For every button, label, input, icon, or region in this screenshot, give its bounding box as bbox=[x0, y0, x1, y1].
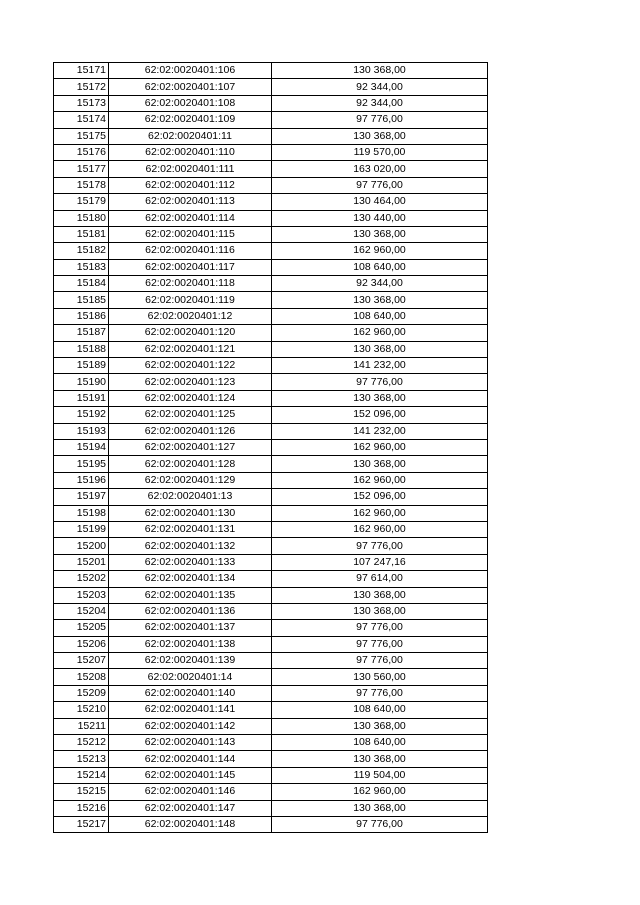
row-number-cell: 15173 bbox=[54, 95, 109, 111]
value-cell: 108 640,00 bbox=[272, 259, 488, 275]
row-number-cell: 15211 bbox=[54, 718, 109, 734]
cadastral-number-cell: 62:02:0020401:125 bbox=[109, 407, 272, 423]
value-cell: 162 960,00 bbox=[272, 472, 488, 488]
value-cell: 130 464,00 bbox=[272, 194, 488, 210]
cadastral-number-cell: 62:02:0020401:106 bbox=[109, 63, 272, 79]
row-number-cell: 15210 bbox=[54, 702, 109, 718]
row-number-cell: 15200 bbox=[54, 538, 109, 554]
cadastral-number-cell: 62:02:0020401:122 bbox=[109, 358, 272, 374]
value-cell: 130 368,00 bbox=[272, 718, 488, 734]
value-cell: 130 368,00 bbox=[272, 751, 488, 767]
value-cell: 162 960,00 bbox=[272, 439, 488, 455]
cadastral-number-cell: 62:02:0020401:148 bbox=[109, 816, 272, 832]
table-row bbox=[54, 653, 488, 669]
row-number-cell: 15207 bbox=[54, 653, 109, 669]
cadastral-number-cell: 62:02:0020401:147 bbox=[109, 800, 272, 816]
cadastral-number-cell: 62:02:0020401:115 bbox=[109, 226, 272, 242]
value-cell: 97 776,00 bbox=[272, 538, 488, 554]
row-number-cell: 15171 bbox=[54, 63, 109, 79]
table-row bbox=[54, 226, 488, 242]
value-cell: 108 640,00 bbox=[272, 735, 488, 751]
value-cell: 92 344,00 bbox=[272, 79, 488, 95]
row-number-cell: 15199 bbox=[54, 521, 109, 537]
value-cell: 97 776,00 bbox=[272, 112, 488, 128]
row-number-cell: 15176 bbox=[54, 144, 109, 160]
cadastral-number-cell: 62:02:0020401:135 bbox=[109, 587, 272, 603]
value-cell: 130 368,00 bbox=[272, 390, 488, 406]
value-cell: 162 960,00 bbox=[272, 784, 488, 800]
value-cell: 92 344,00 bbox=[272, 276, 488, 292]
table-row bbox=[54, 95, 488, 111]
cadastral-number-cell: 62:02:0020401:124 bbox=[109, 390, 272, 406]
row-number-cell: 15178 bbox=[54, 177, 109, 193]
value-cell: 130 368,00 bbox=[272, 603, 488, 619]
table-row bbox=[54, 767, 488, 783]
table-row bbox=[54, 685, 488, 701]
cadastral-number-cell: 62:02:0020401:132 bbox=[109, 538, 272, 554]
table-row bbox=[54, 259, 488, 275]
value-cell: 92 344,00 bbox=[272, 95, 488, 111]
cadastral-number-cell: 62:02:0020401:112 bbox=[109, 177, 272, 193]
cadastral-value-table bbox=[53, 62, 488, 833]
value-cell: 130 440,00 bbox=[272, 210, 488, 226]
value-cell: 130 368,00 bbox=[272, 226, 488, 242]
table-row bbox=[54, 620, 488, 636]
cadastral-number-cell: 62:02:0020401:107 bbox=[109, 79, 272, 95]
cadastral-number-cell: 62:02:0020401:139 bbox=[109, 653, 272, 669]
cadastral-number-cell: 62:02:0020401:118 bbox=[109, 276, 272, 292]
cadastral-number-cell: 62:02:0020401:11 bbox=[109, 128, 272, 144]
value-cell: 162 960,00 bbox=[272, 325, 488, 341]
row-number-cell: 15213 bbox=[54, 751, 109, 767]
row-number-cell: 15187 bbox=[54, 325, 109, 341]
value-cell: 130 368,00 bbox=[272, 128, 488, 144]
row-number-cell: 15215 bbox=[54, 784, 109, 800]
value-cell: 130 368,00 bbox=[272, 587, 488, 603]
cadastral-number-cell: 62:02:0020401:144 bbox=[109, 751, 272, 767]
cadastral-number-cell: 62:02:0020401:127 bbox=[109, 439, 272, 455]
row-number-cell: 15212 bbox=[54, 735, 109, 751]
table-row bbox=[54, 571, 488, 587]
cadastral-number-cell: 62:02:0020401:120 bbox=[109, 325, 272, 341]
row-number-cell: 15203 bbox=[54, 587, 109, 603]
cadastral-number-cell: 62:02:0020401:146 bbox=[109, 784, 272, 800]
table-row bbox=[54, 407, 488, 423]
value-cell: 108 640,00 bbox=[272, 308, 488, 324]
cadastral-number-cell: 62:02:0020401:14 bbox=[109, 669, 272, 685]
cadastral-number-cell: 62:02:0020401:119 bbox=[109, 292, 272, 308]
value-cell: 97 776,00 bbox=[272, 816, 488, 832]
table-row bbox=[54, 144, 488, 160]
row-number-cell: 15209 bbox=[54, 685, 109, 701]
table-row bbox=[54, 554, 488, 570]
value-cell: 130 368,00 bbox=[272, 63, 488, 79]
cadastral-number-cell: 62:02:0020401:13 bbox=[109, 489, 272, 505]
cadastral-number-cell: 62:02:0020401:113 bbox=[109, 194, 272, 210]
cadastral-number-cell: 62:02:0020401:114 bbox=[109, 210, 272, 226]
table-row bbox=[54, 669, 488, 685]
row-number-cell: 15182 bbox=[54, 243, 109, 259]
value-cell: 107 247,16 bbox=[272, 554, 488, 570]
row-number-cell: 15197 bbox=[54, 489, 109, 505]
row-number-cell: 15184 bbox=[54, 276, 109, 292]
row-number-cell: 15192 bbox=[54, 407, 109, 423]
table-row bbox=[54, 341, 488, 357]
row-number-cell: 15196 bbox=[54, 472, 109, 488]
value-cell: 97 776,00 bbox=[272, 374, 488, 390]
cadastral-number-cell: 62:02:0020401:110 bbox=[109, 144, 272, 160]
row-number-cell: 15198 bbox=[54, 505, 109, 521]
table-row bbox=[54, 439, 488, 455]
row-number-cell: 15206 bbox=[54, 636, 109, 652]
table-row bbox=[54, 718, 488, 734]
cadastral-number-cell: 62:02:0020401:143 bbox=[109, 735, 272, 751]
row-number-cell: 15204 bbox=[54, 603, 109, 619]
row-number-cell: 15202 bbox=[54, 571, 109, 587]
row-number-cell: 15179 bbox=[54, 194, 109, 210]
row-number-cell: 15177 bbox=[54, 161, 109, 177]
value-cell: 152 096,00 bbox=[272, 407, 488, 423]
row-number-cell: 15208 bbox=[54, 669, 109, 685]
cadastral-number-cell: 62:02:0020401:145 bbox=[109, 767, 272, 783]
table-row bbox=[54, 128, 488, 144]
value-cell: 97 776,00 bbox=[272, 653, 488, 669]
row-number-cell: 15172 bbox=[54, 79, 109, 95]
table-row bbox=[54, 79, 488, 95]
table-row bbox=[54, 489, 488, 505]
table-row bbox=[54, 784, 488, 800]
cadastral-number-cell: 62:02:0020401:108 bbox=[109, 95, 272, 111]
table-row bbox=[54, 816, 488, 832]
row-number-cell: 15188 bbox=[54, 341, 109, 357]
cadastral-number-cell: 62:02:0020401:133 bbox=[109, 554, 272, 570]
value-cell: 119 570,00 bbox=[272, 144, 488, 160]
row-number-cell: 15217 bbox=[54, 816, 109, 832]
table-row bbox=[54, 390, 488, 406]
value-cell: 162 960,00 bbox=[272, 505, 488, 521]
table-row bbox=[54, 177, 488, 193]
table-row bbox=[54, 358, 488, 374]
value-cell: 97 614,00 bbox=[272, 571, 488, 587]
cadastral-number-cell: 62:02:0020401:129 bbox=[109, 472, 272, 488]
value-cell: 130 368,00 bbox=[272, 800, 488, 816]
row-number-cell: 15183 bbox=[54, 259, 109, 275]
cadastral-number-cell: 62:02:0020401:117 bbox=[109, 259, 272, 275]
cadastral-number-cell: 62:02:0020401:128 bbox=[109, 456, 272, 472]
row-number-cell: 15175 bbox=[54, 128, 109, 144]
table-row bbox=[54, 374, 488, 390]
row-number-cell: 15194 bbox=[54, 439, 109, 455]
value-cell: 119 504,00 bbox=[272, 767, 488, 783]
cadastral-number-cell: 62:02:0020401:126 bbox=[109, 423, 272, 439]
table-row bbox=[54, 292, 488, 308]
table-row bbox=[54, 800, 488, 816]
value-cell: 130 368,00 bbox=[272, 456, 488, 472]
table-row bbox=[54, 751, 488, 767]
cadastral-number-cell: 62:02:0020401:123 bbox=[109, 374, 272, 390]
table-row bbox=[54, 112, 488, 128]
table-row bbox=[54, 636, 488, 652]
value-cell: 130 560,00 bbox=[272, 669, 488, 685]
cadastral-number-cell: 62:02:0020401:111 bbox=[109, 161, 272, 177]
cadastral-number-cell: 62:02:0020401:142 bbox=[109, 718, 272, 734]
table-row bbox=[54, 735, 488, 751]
table-row bbox=[54, 210, 488, 226]
value-cell: 141 232,00 bbox=[272, 358, 488, 374]
table-row bbox=[54, 538, 488, 554]
value-cell: 97 776,00 bbox=[272, 636, 488, 652]
row-number-cell: 15193 bbox=[54, 423, 109, 439]
row-number-cell: 15205 bbox=[54, 620, 109, 636]
row-number-cell: 15214 bbox=[54, 767, 109, 783]
table-row bbox=[54, 456, 488, 472]
value-cell: 162 960,00 bbox=[272, 521, 488, 537]
row-number-cell: 15190 bbox=[54, 374, 109, 390]
row-number-cell: 15186 bbox=[54, 308, 109, 324]
table-row bbox=[54, 194, 488, 210]
value-cell: 162 960,00 bbox=[272, 243, 488, 259]
row-number-cell: 15191 bbox=[54, 390, 109, 406]
row-number-cell: 15189 bbox=[54, 358, 109, 374]
table-row bbox=[54, 505, 488, 521]
value-cell: 97 776,00 bbox=[272, 685, 488, 701]
table-row bbox=[54, 243, 488, 259]
cadastral-number-cell: 62:02:0020401:121 bbox=[109, 341, 272, 357]
cadastral-number-cell: 62:02:0020401:12 bbox=[109, 308, 272, 324]
table-row bbox=[54, 63, 488, 79]
table-row bbox=[54, 702, 488, 718]
row-number-cell: 15201 bbox=[54, 554, 109, 570]
table-row bbox=[54, 587, 488, 603]
table-body bbox=[54, 63, 488, 833]
table-row bbox=[54, 423, 488, 439]
table-row bbox=[54, 308, 488, 324]
value-cell: 141 232,00 bbox=[272, 423, 488, 439]
table-row bbox=[54, 325, 488, 341]
table-row bbox=[54, 276, 488, 292]
row-number-cell: 15195 bbox=[54, 456, 109, 472]
value-cell: 97 776,00 bbox=[272, 620, 488, 636]
cadastral-number-cell: 62:02:0020401:116 bbox=[109, 243, 272, 259]
row-number-cell: 15174 bbox=[54, 112, 109, 128]
table-row bbox=[54, 161, 488, 177]
cadastral-number-cell: 62:02:0020401:141 bbox=[109, 702, 272, 718]
row-number-cell: 15216 bbox=[54, 800, 109, 816]
cadastral-number-cell: 62:02:0020401:140 bbox=[109, 685, 272, 701]
value-cell: 97 776,00 bbox=[272, 177, 488, 193]
row-number-cell: 15181 bbox=[54, 226, 109, 242]
cadastral-number-cell: 62:02:0020401:109 bbox=[109, 112, 272, 128]
value-cell: 163 020,00 bbox=[272, 161, 488, 177]
cadastral-number-cell: 62:02:0020401:136 bbox=[109, 603, 272, 619]
cadastral-number-cell: 62:02:0020401:131 bbox=[109, 521, 272, 537]
cadastral-number-cell: 62:02:0020401:130 bbox=[109, 505, 272, 521]
row-number-cell: 15185 bbox=[54, 292, 109, 308]
cadastral-number-cell: 62:02:0020401:138 bbox=[109, 636, 272, 652]
value-cell: 130 368,00 bbox=[272, 292, 488, 308]
cadastral-number-cell: 62:02:0020401:134 bbox=[109, 571, 272, 587]
value-cell: 130 368,00 bbox=[272, 341, 488, 357]
table-row bbox=[54, 603, 488, 619]
value-cell: 152 096,00 bbox=[272, 489, 488, 505]
row-number-cell: 15180 bbox=[54, 210, 109, 226]
table-row bbox=[54, 472, 488, 488]
cadastral-number-cell: 62:02:0020401:137 bbox=[109, 620, 272, 636]
table-row bbox=[54, 521, 488, 537]
value-cell: 108 640,00 bbox=[272, 702, 488, 718]
